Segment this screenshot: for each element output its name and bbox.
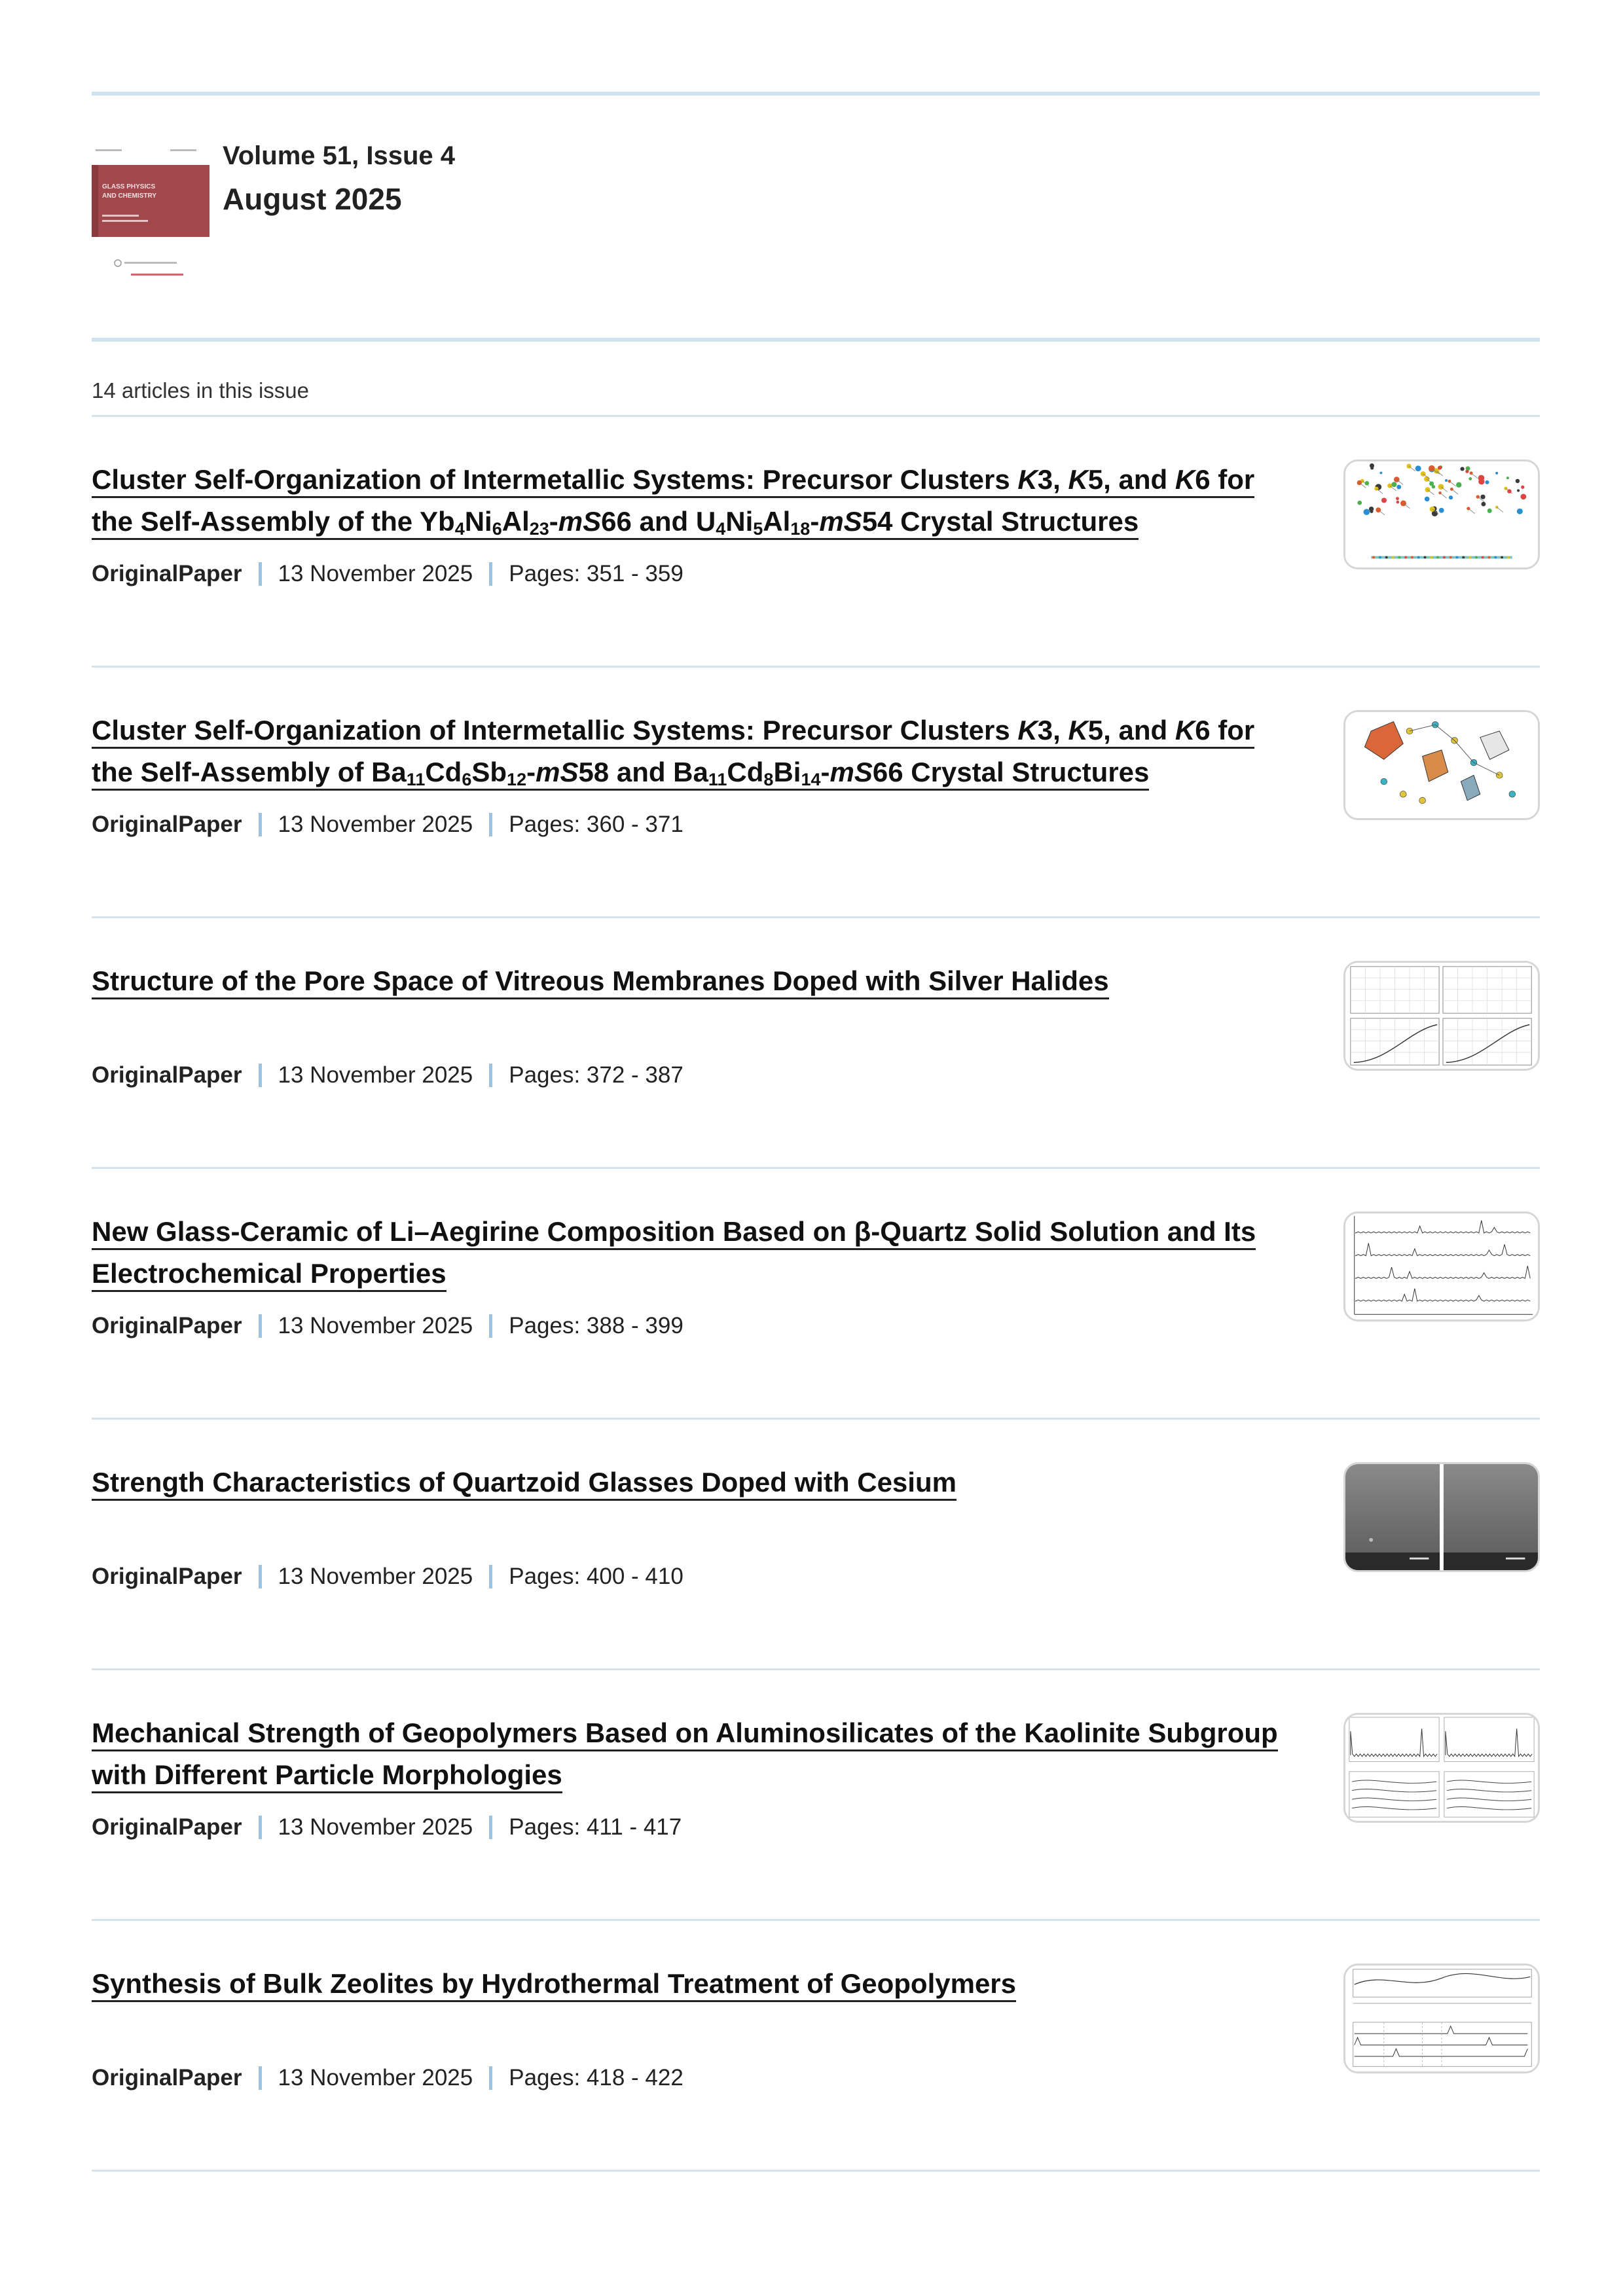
meta-separator (259, 1314, 262, 1338)
article-type: OriginalPaper (92, 2065, 242, 2090)
article-title-link[interactable]: Structure of the Pore Space of Vitreous Membranes Doped with Silver Halides (92, 965, 1109, 999)
article-title-link[interactable]: Synthesis of Bulk Zeolites by Hydrothermal Treatment of Geopolymers (92, 1968, 1016, 2002)
article-type: OriginalPaper (92, 1564, 242, 1589)
article-type: OriginalPaper (92, 561, 242, 586)
meta-separator (489, 562, 492, 586)
article-meta (92, 1062, 684, 1088)
article-meta (92, 1313, 684, 1339)
article-date: 13 November 2025 (278, 1814, 473, 1840)
meta-separator (489, 2066, 492, 2090)
article-title (92, 459, 1290, 543)
article-item-7 (92, 1921, 1540, 2172)
article-pages: Pages: 360 - 371 (509, 812, 684, 837)
article-pages: Pages: 372 - 387 (509, 1062, 684, 1088)
article-date: 13 November 2025 (278, 561, 473, 586)
issue-date: August 2025 (223, 182, 402, 216)
sem-micrographs-figure[interactable] (1343, 1462, 1540, 1572)
journal-cover-image[interactable] (92, 145, 210, 296)
article-date: 13 November 2025 (278, 1313, 473, 1338)
article-title (92, 1712, 1290, 1796)
issue-volume: Volume 51, Issue 4 (223, 141, 455, 170)
article-title-link[interactable]: Cluster Self-Organization of Intermetallic Systems: Precursor Clusters K3, K5, and K6 for the Self-Assembly of the $Yb_4Ni_6Al_{23}-mS66$ and $U_4Ni_5Al_{18}-mS54$ Crystal Structures (92, 464, 1255, 539)
article-pages: Pages: 411 - 417 (509, 1814, 682, 1840)
article-item-2 (92, 668, 1540, 918)
article-date: 13 November 2025 (278, 2065, 473, 2090)
article-pages: Pages: 418 - 422 (509, 2065, 684, 2090)
article-title (92, 1963, 1290, 2005)
article-list (92, 417, 1540, 2172)
article-item-5 (92, 1420, 1540, 1670)
meta-separator (259, 1816, 262, 1839)
article-date: 13 November 2025 (278, 1564, 473, 1589)
meta-separator (259, 1064, 262, 1087)
article-meta (92, 1564, 684, 1590)
grid-plots-figure[interactable] (1343, 961, 1540, 1071)
xrd-patterns-figure[interactable] (1343, 1211, 1540, 1321)
article-meta (92, 1814, 682, 1840)
article-pages: Pages: 400 - 410 (509, 1564, 684, 1589)
cluster-polyhedra-figure[interactable] (1343, 710, 1540, 820)
article-title (92, 960, 1290, 1002)
meta-separator (259, 562, 262, 586)
article-item-6 (92, 1670, 1540, 1921)
article-date: 13 November 2025 (278, 812, 473, 837)
article-type: OriginalPaper (92, 812, 242, 837)
article-title (92, 709, 1290, 793)
article-count-row (92, 342, 1540, 415)
cover-title-line-2: AND CHEMISTRY (102, 192, 156, 200)
article-meta (92, 812, 684, 838)
issue-header (92, 96, 1540, 338)
article-title (92, 1462, 1290, 1503)
article-title-link[interactable]: Cluster Self-Organization of Intermetallic Systems: Precursor Clusters K3, K5, and K6 for the Self-Assembly of $Ba_{11}Cd_6Sb_{12}-mS58$ and $Ba_{11}Cd_8Bi_{14}-mS66$ Crystal Structures (92, 715, 1255, 789)
crystal-structure-figure[interactable] (1343, 459, 1540, 569)
meta-separator (259, 2066, 262, 2090)
spectra-stack-figure[interactable] (1343, 1964, 1540, 2073)
meta-separator (489, 1064, 492, 1087)
article-item-4 (92, 1169, 1540, 1420)
article-type: OriginalPaper (92, 1062, 242, 1088)
article-title-link[interactable]: Mechanical Strength of Geopolymers Based on Aluminosilicates of the Kaolinite Subgroup with Different Particle Morphologies (92, 1717, 1278, 1793)
cover-title-line-1: GLASS PHYSICS (102, 183, 156, 190)
article-title-link[interactable]: Strength Characteristics of Quartzoid Glasses Doped with Cesium (92, 1467, 957, 1501)
article-count: 14 articles in this issue (92, 378, 309, 403)
meta-separator (489, 1314, 492, 1338)
article-title (92, 1211, 1290, 1295)
meta-separator (489, 1565, 492, 1588)
meta-separator (489, 1816, 492, 1839)
article-pages: Pages: 351 - 359 (509, 561, 684, 586)
article-type: OriginalPaper (92, 1814, 242, 1840)
article-item-3 (92, 918, 1540, 1169)
article-meta (92, 2065, 684, 2091)
article-divider (92, 2170, 1540, 2172)
article-date: 13 November 2025 (278, 1062, 473, 1088)
article-type: OriginalPaper (92, 1313, 242, 1338)
article-pages: Pages: 388 - 399 (509, 1313, 684, 1338)
meta-separator (489, 813, 492, 836)
issue-page (92, 92, 1540, 2172)
article-item-1 (92, 417, 1540, 668)
diffraction-panels-figure[interactable] (1343, 1713, 1540, 1823)
meta-separator (259, 1565, 262, 1588)
article-meta (92, 561, 684, 587)
meta-separator (259, 813, 262, 836)
article-title-link[interactable]: New Glass-Ceramic of Li–Aegirine Composition Based on β-Quartz Solid Solution and Its Electrochemical Properties (92, 1216, 1256, 1292)
